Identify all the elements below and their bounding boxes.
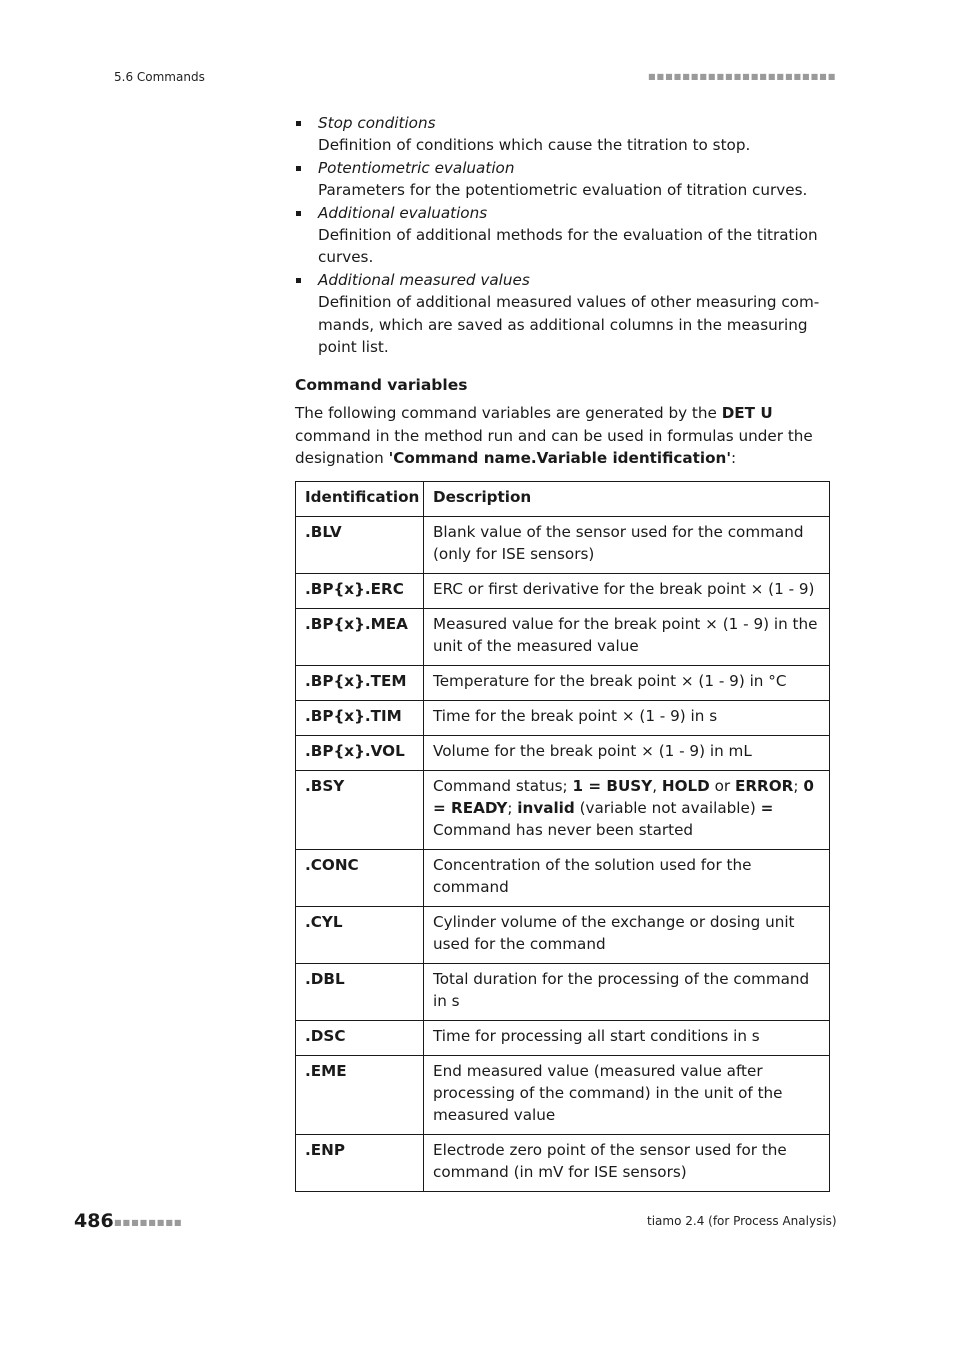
list-item-term: Additional measured values	[318, 270, 530, 289]
description-segment: or	[709, 776, 735, 795]
description-segment: ;	[793, 776, 804, 795]
list-item	[295, 269, 831, 359]
table-row	[296, 770, 830, 849]
header-decoration: ■■■■■■■■■■■■■■■■■■■■■■	[648, 72, 837, 81]
description-segment: (variable not available)	[574, 798, 761, 817]
list-item	[295, 112, 831, 157]
table-row	[296, 1020, 830, 1055]
section-title: Command variables	[295, 376, 468, 395]
table-row	[296, 516, 830, 573]
page-content	[295, 112, 831, 1192]
list-item-term: Stop conditions	[318, 114, 436, 132]
table-row	[296, 849, 830, 906]
table-row	[296, 963, 830, 1020]
header-identification: Identification	[296, 481, 424, 516]
variable-description: Cylinder volume of the exchange or dosing unit used for the command	[424, 906, 830, 963]
designation: 'Command name.Variable identification'	[388, 449, 731, 468]
variable-description: Time for processing all start conditions in s	[424, 1020, 830, 1055]
variable-description: Measured value for the break point × (1 - 9) in the unit of the measured value	[424, 608, 830, 665]
variable-identification: .BP{x}.MEA	[296, 608, 424, 665]
variable-description: Volume for the break point × (1 - 9) in mL	[424, 735, 830, 770]
table-row	[296, 906, 830, 963]
variable-description: Total duration for the processing of the command in s	[424, 963, 830, 1020]
intro-text-2: command in the method run and can be used in formulas under the designation	[295, 426, 813, 468]
description-segment: 1 = BUSY	[572, 776, 653, 795]
table-row	[296, 1134, 830, 1191]
bullet-square-icon	[296, 166, 301, 171]
table-row	[296, 608, 830, 665]
bullet-square-icon	[296, 121, 301, 126]
description-segment: ,	[652, 776, 662, 795]
variable-identification: .ENP	[296, 1134, 424, 1191]
variable-description: Blank value of the sensor used for the command (only for ISE sensors)	[424, 516, 830, 573]
variable-description: End measured value (measured value after processing of the command) in the unit of the measured value	[424, 1055, 830, 1134]
table-body	[296, 516, 830, 1191]
variable-description: ERC or first derivative for the break point × (1 - 9)	[424, 573, 830, 608]
variable-identification: .CYL	[296, 906, 424, 963]
running-header-section: 5.6 Commands	[114, 70, 205, 84]
intro-text-3: :	[730, 449, 737, 468]
variable-identification: .DSC	[296, 1020, 424, 1055]
variable-identification: .DBL	[296, 963, 424, 1020]
variable-identification: .BLV	[296, 516, 424, 573]
command-name: DET U	[721, 404, 773, 423]
variable-description: Concentration of the solution used for the command	[424, 849, 830, 906]
page-number: 486	[74, 1210, 114, 1232]
table-row	[296, 700, 830, 735]
variables-table	[295, 481, 830, 1192]
variable-identification: .EME	[296, 1055, 424, 1134]
variable-identification: .CONC	[296, 849, 424, 906]
list-item-description: Definition of conditions which cause the titration to stop.	[318, 136, 751, 155]
description-segment: HOLD	[661, 776, 710, 795]
footer-decoration: ■■■■■■■■	[114, 1218, 183, 1227]
variable-description: Electrode zero point of the sensor used for the command (in mV for ISE sensors)	[424, 1134, 830, 1191]
intro-text-1: The following command variables are generated by the	[295, 404, 722, 423]
variable-description: Time for the break point × (1 - 9) in s	[424, 700, 830, 735]
table-row	[296, 665, 830, 700]
table-row	[296, 735, 830, 770]
variable-identification: .BP{x}.TEM	[296, 665, 424, 700]
list-item	[295, 202, 831, 269]
product-name: tiamo 2.4 (for Process Analysis)	[647, 1214, 837, 1228]
variable-identification: .BP{x}.ERC	[296, 573, 424, 608]
list-item-description: Parameters for the potentiometric evaluation of titration curves.	[318, 181, 808, 200]
table-row	[296, 1055, 830, 1134]
list-item-description: Definition of additional methods for the evaluation of the titration curves.	[318, 226, 818, 267]
description-segment: ERROR	[734, 776, 794, 795]
list-item	[295, 157, 831, 202]
table-header-row	[296, 481, 830, 516]
table-row	[296, 573, 830, 608]
description-segment: Command has never been started	[433, 820, 694, 839]
description-segment: invalid	[517, 798, 575, 817]
bullet-list	[295, 112, 831, 358]
intro-paragraph	[295, 402, 831, 469]
variable-description: Temperature for the break point × (1 - 9) in °C	[424, 665, 830, 700]
variable-identification: .BSY	[296, 770, 424, 849]
bullet-square-icon	[296, 211, 301, 216]
variable-description	[424, 770, 830, 849]
header-description: Description	[424, 481, 830, 516]
description-segment: ;	[507, 798, 518, 817]
variable-identification: .BP{x}.TIM	[296, 700, 424, 735]
list-item-description: Definition of additional measured values of other measuring commands, which are saved as additional columns in the measuring point list.	[318, 293, 820, 357]
bullet-square-icon	[296, 278, 301, 283]
description-segment: 0 = READY	[433, 776, 814, 817]
description-segment: =	[760, 798, 774, 817]
list-item-term: Additional evaluations	[318, 203, 488, 222]
description-segment: Command status;	[433, 776, 573, 795]
variable-identification: .BP{x}.VOL	[296, 735, 424, 770]
list-item-term: Potentiometric evaluation	[318, 158, 515, 177]
